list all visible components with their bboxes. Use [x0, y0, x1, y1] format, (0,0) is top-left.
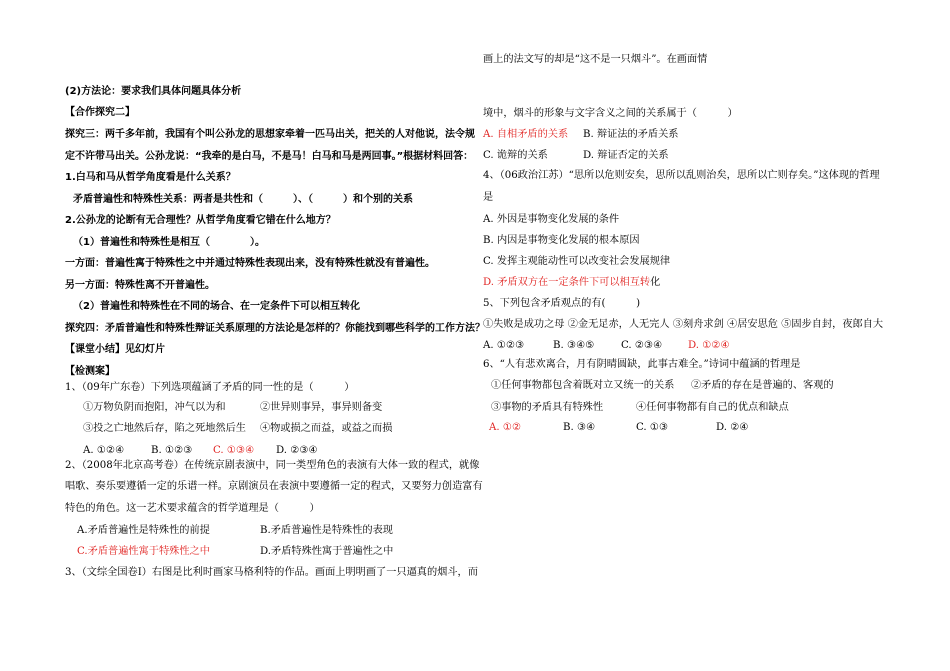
q1-statement-2: ②世异则事异，事异则备变 [260, 402, 383, 413]
q1-option-d[interactable]: D. ②③④ [276, 445, 318, 456]
q6-option-c[interactable]: C. ①③ [636, 422, 669, 433]
q6-option-b[interactable]: B. ③④ [563, 422, 596, 433]
question-1: 1.白马和马从哲学角度看是什么关系？ [65, 172, 236, 183]
right-column [483, 0, 903, 671]
q3-option-d[interactable]: D. 辩证否定的关系 [583, 150, 669, 161]
test-question-2-line-1: 2、（2008年北京高考卷）在传统京剧表演中，同一类型角色的表演有大体一致的程式，就像 [65, 460, 480, 471]
test-question-3-line-1: 3、（文综全国卷Ⅰ）右图是比利时画家马格利特的作品。画面上明明画了一只逼真的烟斗，而 [65, 567, 478, 578]
test-heading: 【检测案】 [65, 366, 115, 377]
left-column [65, 0, 485, 671]
inquiry-three-line-1: 探究三：两千多年前，我国有个叫公孙龙的思想家牵着一匹马出关，把关的人对他说，法令规 [65, 129, 475, 140]
q5-option-d[interactable]: D. ①②④ [688, 340, 730, 351]
q1-option-b[interactable]: B. ①②③ [151, 445, 193, 456]
q4-option-b[interactable]: B. 内因是事物变化发展的根本原因 [483, 235, 640, 246]
q5-option-c[interactable]: C. ②③④ [621, 340, 663, 351]
q3-option-a[interactable]: A. 自相矛盾的关系 [483, 129, 569, 140]
answer-2-point-2: （2）普遍性和特殊性在不同的场合、在一定条件下可以相互转化 [73, 301, 360, 312]
q6-statement-3: ③事物的矛盾具有特殊性 [491, 402, 604, 413]
q2-option-d[interactable]: D.矛盾特殊性寓于普遍性之中 [260, 546, 394, 557]
q6-statement-4: ④任何事物都有自己的优点和缺点 [636, 402, 789, 413]
q1-statement-3: ③投之亡地然后存，陷之死地然后生 [83, 423, 246, 434]
q2-option-c[interactable]: C.矛盾普遍性寓于特殊性之中 [77, 546, 210, 557]
q1-statement-1: ①万物负阴而抱阳，冲气以为和 [83, 402, 226, 413]
q3-option-c[interactable]: C. 诡辩的关系 [483, 150, 548, 161]
q4-option-d[interactable] [483, 276, 660, 290]
test-question-1: 1、（09年广东卷）下列选项蕴涵了矛盾的同一性的是（ ） [65, 382, 355, 393]
q3-line-3: 境中，烟斗的形象与文字含义之间的关系属于（ ） [483, 108, 738, 119]
cooperative-inquiry-heading: 【合作探究二】 [65, 107, 135, 118]
q6-statement-2: ②矛盾的存在是普遍的、客观的 [691, 380, 834, 391]
q1-option-c[interactable]: C. ①③④ [213, 445, 255, 456]
q6-option-d[interactable]: D. ②④ [716, 422, 749, 433]
q6-statement-1: ①任何事物都包含着既对立又统一的关系 [491, 380, 675, 391]
q6-option-a[interactable]: A. ①② [489, 422, 522, 433]
q5-statements: ①失败是成功之母 ②金无足赤，人无完人 ③刻舟求剑 ④居安思危 ⑤固步自封，夜郎自大 [483, 319, 884, 330]
inquiry-four: 探究四：矛盾普遍性和特殊性辩证关系原理的方法论是怎样的？你能找到哪些科学的工作方法？ [65, 323, 485, 334]
q4-option-d-tail: 化 [650, 277, 661, 288]
q1-option-a[interactable]: A. ①②④ [83, 445, 125, 456]
q2-option-a[interactable]: A.矛盾普遍性是特殊性的前提 [77, 525, 210, 536]
answer-1: 矛盾普遍性和特殊性关系：两者是共性和（ ）、（ ）和个别的关系 [73, 194, 413, 205]
methodology-line: (2)方法论：要求我们具体问题具体分析 [65, 86, 242, 97]
class-summary: 【课堂小结】见幻灯片 [65, 344, 165, 355]
answer-2-point-1: （1）普遍性和特殊性是相互（ ）。 [73, 237, 265, 248]
q4-option-d-text: D. 矛盾双方在一定条件下可以相互转 [483, 277, 651, 288]
q4-option-a[interactable]: A. 外因是事物变化发展的条件 [483, 214, 620, 225]
q2-option-b[interactable]: B.矛盾普遍性是特殊性的表现 [260, 525, 393, 536]
q3-option-b[interactable]: B. 辩证法的矛盾关系 [583, 129, 679, 140]
q3-line-2: 画上的法文写的却是“这不是一只烟斗”。在画面情 [483, 54, 708, 65]
test-question-6: 6、“人有悲欢离合，月有阴晴圆缺，此事古难全。”诗词中蕴涵的哲理是 [483, 359, 801, 370]
inquiry-three-line-2: 定不许带马出关。公孙龙说：“我牵的是白马，不是马！白马和马是两回事。”根据材料回答： [65, 151, 474, 162]
test-question-4-tail: 是 [483, 192, 494, 203]
answer-2-other-hand: 另一方面：特殊性离不开普遍性。 [65, 280, 215, 291]
test-question-5: 5、下列包含矛盾观点的有( ) [483, 298, 641, 309]
q4-option-c[interactable]: C. 发挥主观能动性可以改变社会发展规律 [483, 256, 671, 267]
answer-2-one-hand: 一方面：普遍性寓于特殊性之中并通过特殊性表现出来，没有特殊性就没有普遍性。 [65, 258, 435, 269]
q5-option-a[interactable]: A. ①②③ [483, 340, 525, 351]
q1-statement-4: ④物或损之而益，或益之而损 [260, 423, 393, 434]
question-2: 2.公孙龙的论断有无合理性？从哲学角度看它错在什么地方？ [65, 215, 336, 226]
test-question-4: 4、（06政治江苏）“思所以危则安矣，思所以乱则治矣，思所以亡则存矣。”这体现的哲理 [483, 170, 880, 181]
test-question-2-line-3: 特色的角色。这一艺术要求蕴含的哲学道理是（ ） [65, 503, 320, 514]
q5-option-b[interactable]: B. ③④⑤ [553, 340, 595, 351]
test-question-2-line-2: 唱歌、奏乐要遵循一定的乐谱一样。京剧演员在表演中要遵循一定的程式，又要努力创造富有 [65, 481, 483, 492]
